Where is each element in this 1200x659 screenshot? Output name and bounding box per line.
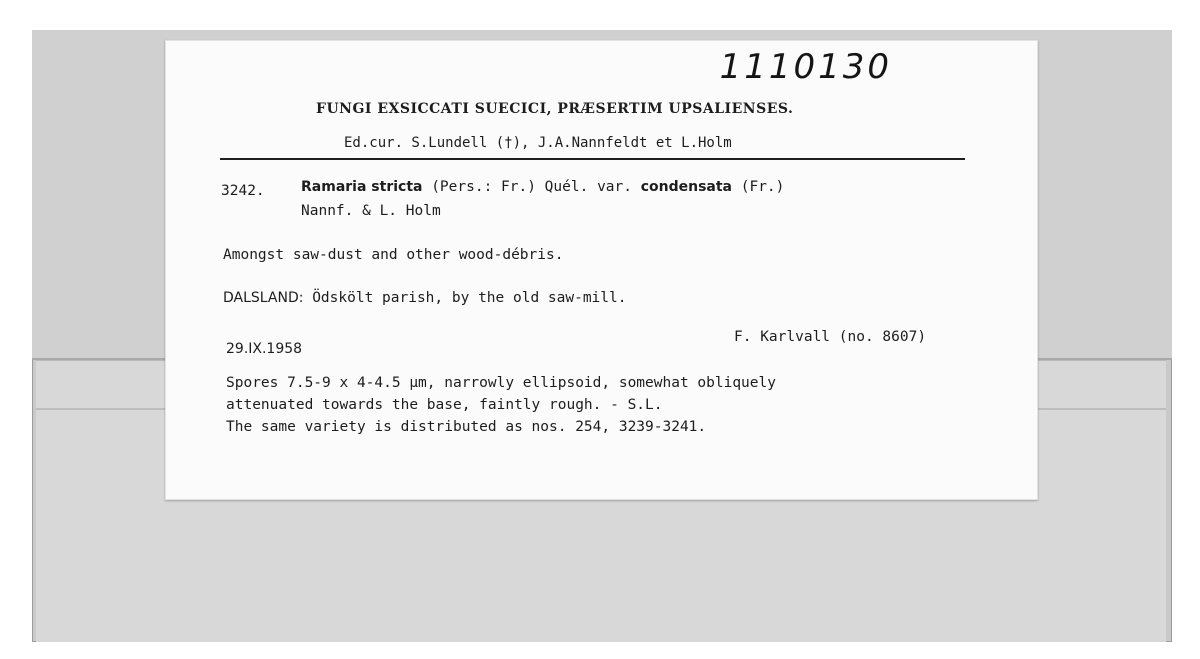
notes-line-1: Spores 7.5-9 x 4-4.5 µm, narrowly ellipsoid, somewhat obliquely xyxy=(226,375,776,391)
taxon-line xyxy=(301,179,784,195)
taxon-name: Ramaria stricta xyxy=(301,179,423,195)
taxon-variety-authority: (Fr.) xyxy=(732,179,785,195)
exsiccata-number: 3242. xyxy=(221,183,265,199)
series-title: FUNGI EXSICCATI SUECICI, PRÆSERTIM UPSALIENSES. xyxy=(316,101,794,117)
header-rule xyxy=(220,158,965,160)
collector: F. Karlvall (no. 8607) xyxy=(734,329,927,345)
taxon-authority: (Pers.: Fr.) Quél. var. xyxy=(422,179,641,195)
notes-line-3: The same variety is distributed as nos. 254, 3239-3241. xyxy=(226,419,707,435)
locality xyxy=(223,290,626,306)
province: DALSLAND: xyxy=(223,290,304,306)
notes-line-2: attenuated towards the base, faintly rough. - S.L. xyxy=(226,397,663,413)
collection-date: 29.IX.1958 xyxy=(226,341,303,357)
habitat: Amongst saw-dust and other wood-débris. xyxy=(223,247,564,263)
herbarium-label xyxy=(165,40,1038,500)
catalog-number: 1110130 xyxy=(719,47,892,87)
taxon-variety: condensata xyxy=(640,179,733,195)
taxon-combination-authority: Nannf. & L. Holm xyxy=(301,203,441,219)
locality-text: Ödskölt parish, by the old saw-mill. xyxy=(303,290,627,306)
editors-line: Ed.cur. S.Lundell (†), J.A.Nannfeldt et L.Holm xyxy=(344,135,732,151)
